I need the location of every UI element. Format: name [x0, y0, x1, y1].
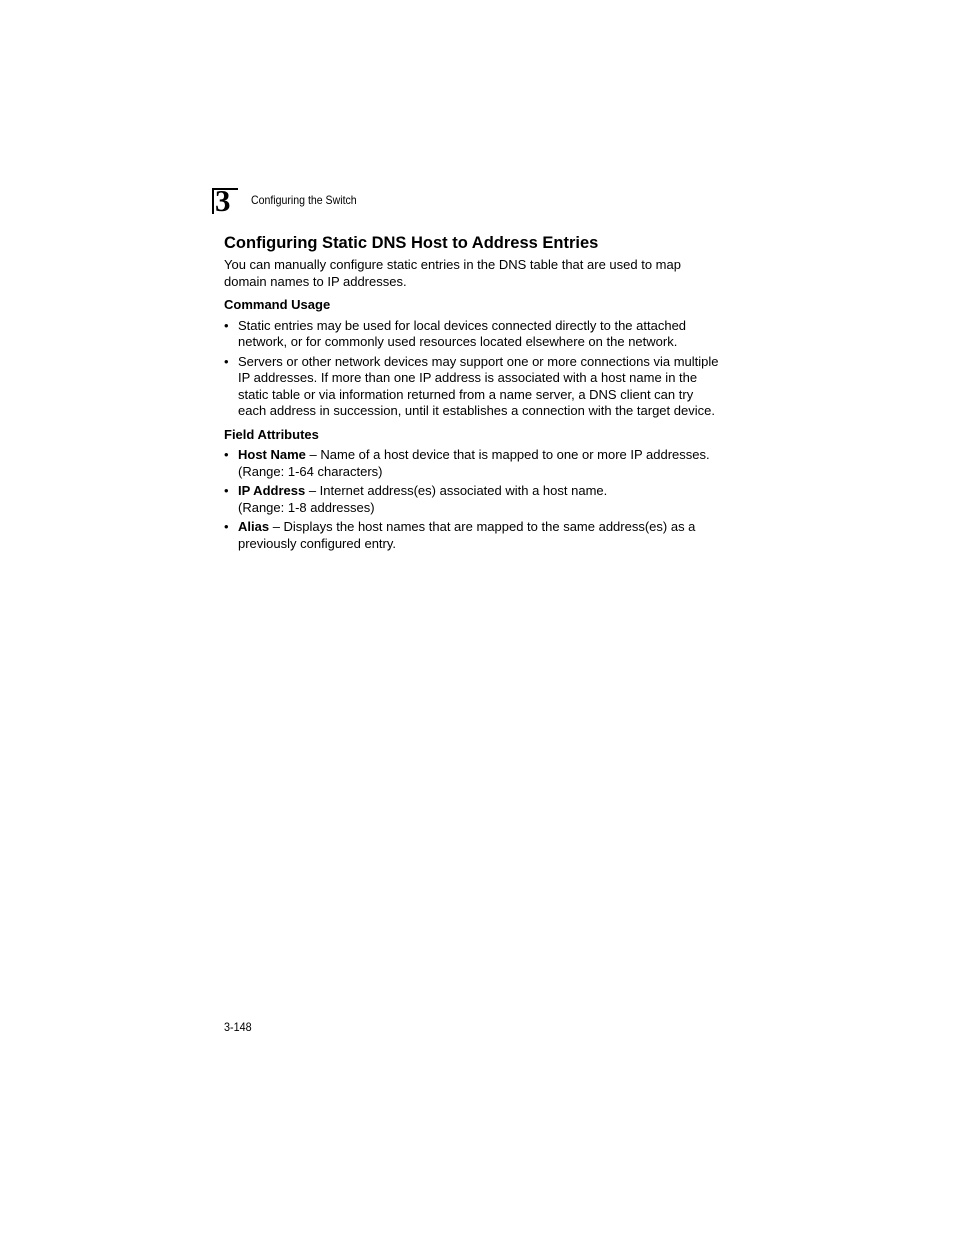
field-term: IP Address — [238, 483, 306, 498]
list-item — [224, 354, 724, 420]
list-item — [224, 318, 724, 351]
list-item-text: Static entries may be used for local devices connected directly to the attached network, or for commonly used resources located elsewhere on the network. — [238, 317, 687, 349]
bullet-icon: • — [224, 317, 229, 333]
page-number: 3-148 — [224, 1020, 252, 1034]
command-usage-heading: Command Usage — [224, 297, 331, 312]
chapter-tab — [212, 183, 238, 218]
running-header-title: Configuring the Switch — [251, 193, 357, 207]
field-range: (Range: 1-8 addresses) — [238, 499, 375, 515]
bullet-icon: • — [224, 447, 229, 462]
field-description: – Name of a host device that is mapped to one or more IP addresses. — [305, 447, 710, 462]
section-intro: You can manually configure static entries in the DNS table that are used to map domain names to IP addresses. — [224, 257, 681, 289]
bullet-icon: • — [224, 353, 229, 369]
list-item-text: Servers or other network devices may support one or more connections via multiple IP addresses. If more than one IP address is associated with a host name in the static table or via information returned from a name server, a DNS client can try each address in succession, until it establishes a connection with the target device. — [238, 353, 719, 418]
command-usage-list — [224, 318, 724, 420]
page-content — [224, 232, 724, 555]
field-attributes-heading: Field Attributes — [224, 426, 319, 442]
field-term: Host Name — [238, 447, 306, 462]
list-item — [224, 483, 724, 516]
field-term: Alias — [238, 519, 270, 534]
field-description: – Internet address(es) associated with a host name. — [305, 483, 608, 498]
section-title: Configuring Static DNS Host to Address Entries — [224, 234, 599, 252]
field-range: (Range: 1-64 characters) — [238, 463, 383, 479]
list-item — [224, 447, 724, 480]
field-attributes-list — [224, 447, 724, 552]
bullet-icon: • — [224, 519, 229, 534]
chapter-tab-rule-left — [212, 188, 214, 214]
list-item — [224, 519, 724, 552]
chapter-number: 3 — [215, 183, 231, 218]
bullet-icon: • — [224, 483, 229, 498]
field-description: – Displays the host names that are mapped to the same address(es) as a previously configured entry. — [238, 519, 696, 551]
